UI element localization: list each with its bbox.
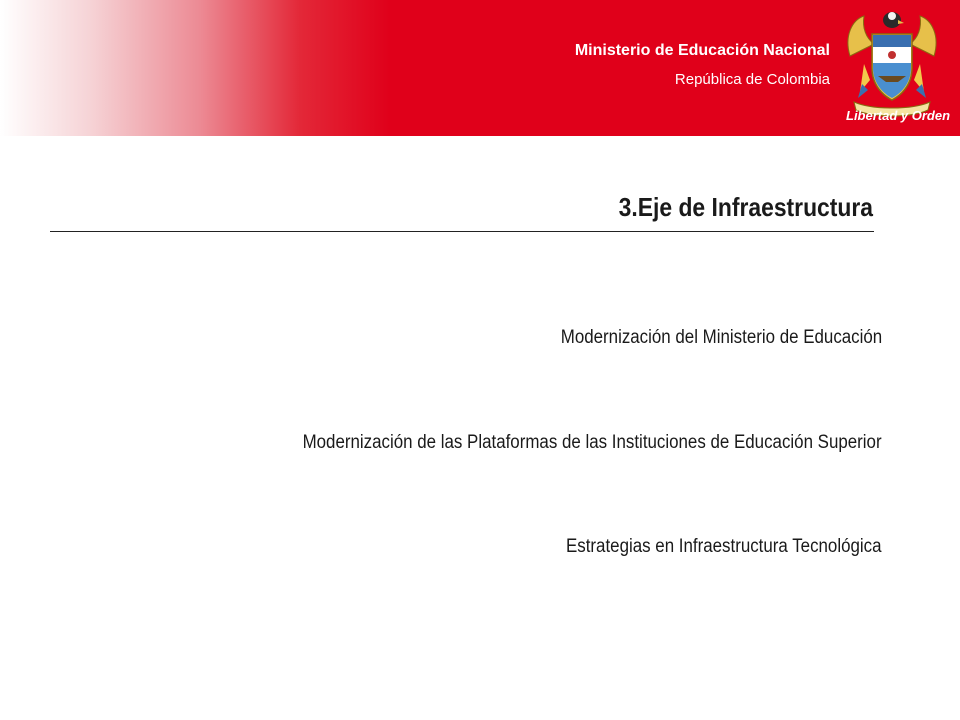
- agenda-item-ministry-modernization: Modernización del Ministerio de Educación: [560, 327, 882, 348]
- header-banner: [0, 0, 960, 136]
- title-divider: [50, 231, 874, 232]
- slide-title: 3.Eje de Infraestructura: [618, 192, 873, 222]
- motto-text: Libertad y Orden: [846, 108, 951, 123]
- agenda-item-higher-education-platforms: Modernización de las Plataformas de las Instituciones de Educación Superior: [302, 432, 882, 453]
- ministry-name: Ministerio de Educación Nacional: [574, 42, 830, 59]
- agenda-item-tech-infrastructure: Estrategias en Infraestructura Tecnológica: [566, 536, 882, 557]
- republic-name: República de Colombia: [674, 71, 830, 88]
